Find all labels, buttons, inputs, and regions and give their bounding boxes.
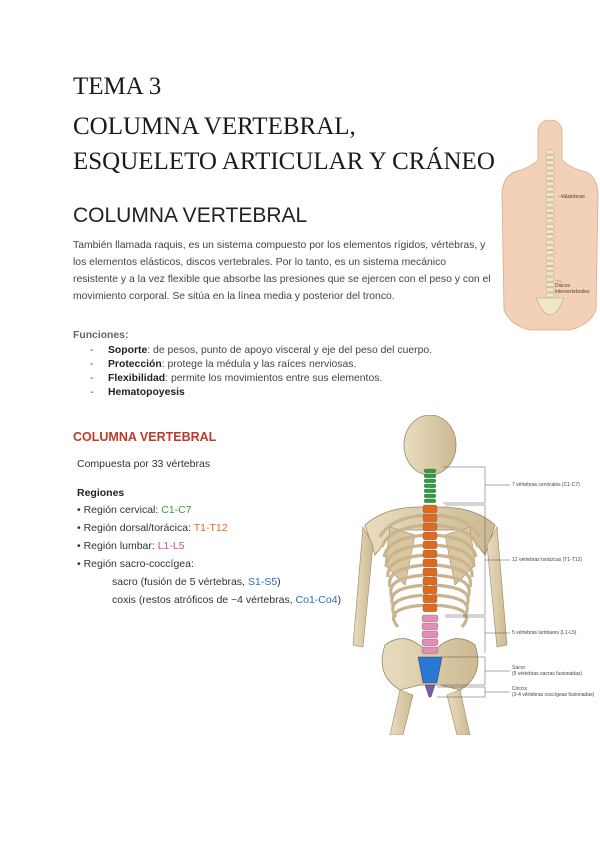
vertebra-shape — [546, 177, 554, 181]
regiones-heading: Regiones — [77, 487, 125, 499]
region-sacro-coccigea: • Región sacro-coccígea: — [77, 558, 194, 570]
vertebra-shape — [546, 256, 554, 260]
vertebra-shape — [546, 214, 554, 218]
spine-vertebra — [423, 550, 437, 558]
coccyx-shape — [425, 685, 435, 697]
vertebra-shape — [546, 230, 554, 234]
spine-vertebra — [422, 615, 438, 622]
chapter-number: TEMA 3 — [73, 73, 162, 100]
list-item: - Soporte: de pesos, punto de apoyo visceral y eje del peso del cuerpo. — [90, 345, 433, 356]
vertebra-shape — [546, 155, 554, 159]
spine-vertebra — [423, 604, 437, 612]
vertebra-shape — [546, 277, 554, 281]
vertebra-shape — [546, 171, 554, 175]
vertebra-shape — [546, 288, 554, 292]
spine-vertebra — [423, 532, 437, 540]
vertebra-shape — [546, 245, 554, 249]
label-sacro: Sacro — [512, 665, 526, 671]
label-coccix-desc: (3-4 vértebras coccígeas fusionadas) — [512, 692, 595, 698]
vertebra-shape — [546, 161, 554, 165]
list-item: - Flexibilidad: permite los movimientos entre sus elementos. — [90, 373, 383, 384]
spine-vertebra — [422, 647, 438, 654]
label-toracicas: 12 vértebras torácicas (T1-T12) — [512, 557, 583, 563]
spine-vertebra — [423, 505, 437, 513]
spine-vertebra — [424, 499, 436, 503]
vertebra-shape — [546, 198, 554, 202]
vertebra-shape — [546, 208, 554, 212]
vertebra-shape — [546, 251, 554, 255]
chapter-title-line2: ESQUELETO ARTICULAR Y CRÁNEO — [73, 148, 495, 175]
spine-vertebra — [423, 595, 437, 603]
section-heading: COLUMNA VERTEBRAL — [73, 204, 308, 227]
slide-subtitle: Compuesta por 33 vértebras — [77, 458, 211, 470]
coxis-line: coxis (restos atróficos de ~4 vértebras, Co1-Co4) — [112, 594, 342, 606]
vertebra-shape — [546, 261, 554, 265]
vertebra-shape — [546, 150, 554, 154]
vertebra-shape — [546, 192, 554, 196]
spine-vertebra — [423, 514, 437, 522]
list-item: - Hematopoyesis — [90, 387, 185, 398]
slide-title: COLUMNA VERTEBRAL — [73, 430, 217, 444]
spine-vertebra — [423, 559, 437, 567]
region-lumbar: • Región lumbar: L1-L5 — [77, 540, 185, 552]
spine-vertebra — [422, 623, 438, 630]
discos-label: Discos intervertebrales — [555, 283, 590, 295]
intro-paragraph: También llamada raquis, es un sistema compuesto por los elementos rígidos, vértebras, y los elementos elásticos, discos vertebrales. Por lo tanto, es un sistema mecánico resistente y a la vez flexible que absorbe las presiones que se ejercen con el peso y con el movimiento corporal. Se sitúa en la línea media y posterior del tronco. — [73, 240, 491, 302]
vertebra-shape — [546, 235, 554, 239]
skeleton-back-illustration — [345, 415, 595, 735]
spine-vertebra — [423, 523, 437, 531]
spine-vertebra — [422, 631, 438, 638]
spine-vertebra — [422, 639, 438, 646]
vertebras-label: Vértebras — [561, 194, 585, 200]
label-coccix: Cóccix — [512, 686, 528, 692]
list-item: - Protección: protege la médula y las raíces nerviosas. — [90, 359, 357, 370]
spine-vertebra — [423, 568, 437, 576]
vertebra-shape — [546, 240, 554, 244]
region-cervical: • Región cervical: C1-C7 — [77, 504, 192, 516]
vertebra-shape — [546, 267, 554, 271]
region-toracica: • Región dorsal/torácica: T1-T12 — [77, 522, 228, 534]
label-cervicales: 7 vértebras cervicales (C1-C7) — [512, 482, 580, 488]
back-spine-illustration — [500, 120, 600, 335]
spine-vertebra — [423, 541, 437, 549]
spine-vertebra — [423, 586, 437, 594]
spine-vertebra — [424, 469, 436, 473]
spine-vertebra — [424, 484, 436, 488]
vertebra-shape — [546, 293, 554, 297]
funciones-heading: Funciones: — [73, 330, 129, 341]
chapter-title-line1: COLUMNA VERTEBRAL, — [73, 113, 356, 140]
spine-vertebra — [424, 494, 436, 498]
vertebra-shape — [546, 272, 554, 276]
spine-vertebra — [424, 474, 436, 478]
vertebra-shape — [546, 203, 554, 207]
vertebra-shape — [546, 283, 554, 287]
sacro-line: sacro (fusión de 5 vértebras, S1-S5) — [112, 576, 281, 588]
vertebra-shape — [546, 219, 554, 223]
spine-vertebra — [424, 489, 436, 493]
vertebra-shape — [546, 224, 554, 228]
spine-vertebra — [423, 577, 437, 585]
vertebra-shape — [546, 182, 554, 186]
spine-vertebra — [424, 479, 436, 483]
label-sacro-desc: (5 vértebras sacras fusionadas) — [512, 671, 583, 677]
label-lumbares: 5 vértebras lumbares (L1-L5) — [512, 630, 577, 636]
funciones-list — [90, 344, 432, 400]
vertebra-shape — [546, 187, 554, 191]
vertebra-shape — [546, 166, 554, 170]
